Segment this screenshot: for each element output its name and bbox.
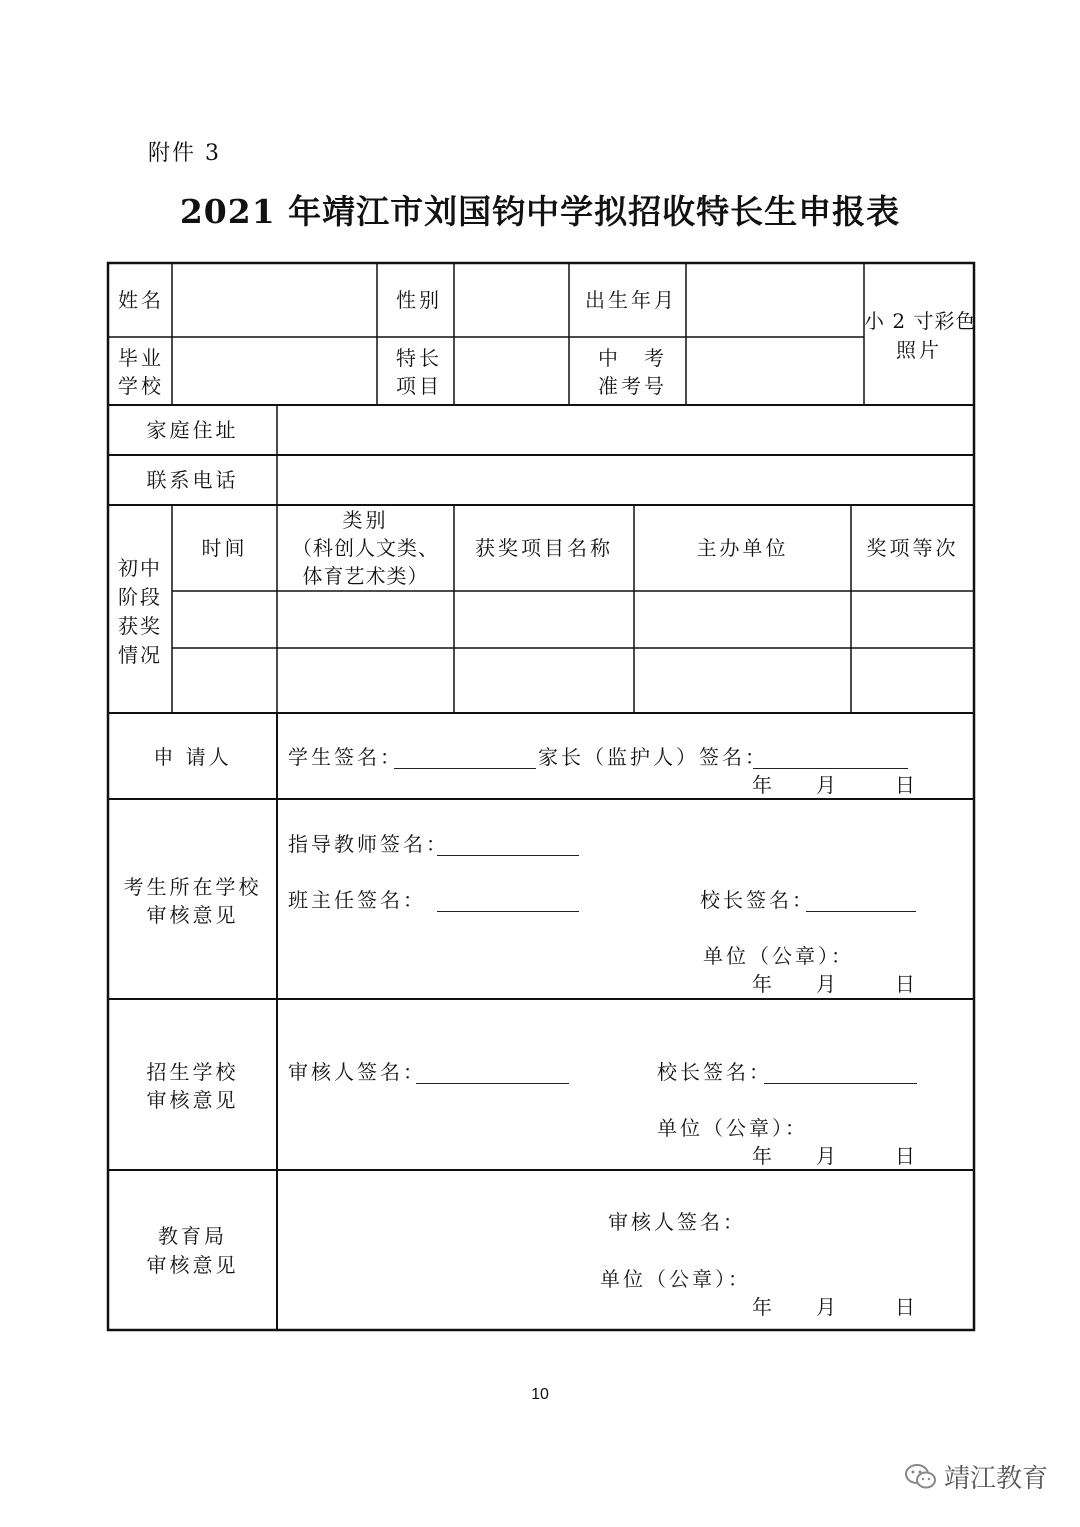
enroll-review-year: 年 [752, 1144, 775, 1168]
awards-header-project: 获奖项目名称 [475, 536, 613, 560]
school-field[interactable] [174, 339, 375, 403]
name-label: 姓名 [118, 288, 164, 312]
enroll-reviewer-sign-label: 审核人签名： [288, 1060, 426, 1084]
bureau-reviewer-sign-label: 审核人签名： [608, 1210, 746, 1234]
school-seal-label: 单位（公章）： [703, 944, 854, 968]
awards-header-category: 类别 [342, 508, 389, 532]
bureau-review-day: 日 [895, 1295, 918, 1319]
school-review-year: 年 [752, 972, 775, 996]
specialty-label: 特长 [396, 346, 442, 370]
awards-header-time: 时间 [201, 536, 248, 560]
specialty-label-2: 项目 [396, 374, 442, 398]
awards-header-organizer: 主办单位 [696, 536, 789, 560]
enroll-principal-sign-line[interactable] [764, 1061, 917, 1084]
photo-box[interactable] [864, 265, 977, 403]
photo-label: 小 2 寸彩色 [864, 309, 977, 333]
phone-field[interactable] [279, 457, 972, 503]
applicant-month: 月 [816, 773, 839, 797]
bureau-review-label-2: 审核意见 [146, 1253, 239, 1277]
principal-sign-line[interactable] [806, 889, 916, 912]
name-field[interactable] [174, 265, 375, 335]
school-review-label-2: 审核意见 [146, 903, 239, 927]
awards-header-level: 奖项等次 [866, 536, 959, 560]
teacher-sign-line[interactable] [437, 833, 579, 856]
page-number: 10 [531, 1386, 549, 1403]
awards-header-category-3: 体育艺术类） [302, 564, 429, 588]
teacher-sign-label: 指导教师签名： [288, 832, 449, 856]
enroll-review-month: 月 [816, 1144, 839, 1168]
birth-field[interactable] [688, 265, 862, 335]
form-title: 2021 年靖江市刘国钧中学拟招收特长生申报表 [179, 192, 901, 231]
school-review-day: 日 [895, 972, 918, 996]
applicant-label: 申 请人 [153, 745, 232, 769]
exam-label: 中 考 [598, 346, 667, 370]
gender-label: 性别 [396, 288, 442, 312]
bureau-seal-label: 单位（公章）： [600, 1267, 751, 1291]
exam-label-2: 准考号 [598, 374, 667, 398]
enroll-principal-sign-label: 校长签名： [657, 1060, 772, 1084]
exam-number-field[interactable] [688, 339, 862, 403]
school-label: 毕业 [118, 346, 164, 370]
attachment-label: 附件 3 [148, 141, 221, 166]
enroll-seal-label: 单位（公章）： [657, 1116, 808, 1140]
phone-label: 联系电话 [146, 468, 239, 492]
school-label-2: 学校 [118, 374, 164, 398]
head-teacher-sign-line[interactable] [437, 889, 579, 912]
applicant-year: 年 [752, 773, 775, 797]
birth-label: 出生年月 [585, 288, 677, 312]
parent-sign-line[interactable] [753, 746, 908, 769]
school-review-label: 考生所在学校 [123, 875, 262, 899]
head-teacher-sign-label: 班主任签名： [288, 888, 426, 912]
principal-sign-label: 校长签名： [700, 888, 815, 912]
awards-row[interactable] [174, 650, 974, 711]
address-field[interactable] [279, 407, 972, 453]
photo-label-2: 照片 [896, 338, 942, 362]
bureau-review-year: 年 [752, 1295, 775, 1319]
specialty-field[interactable] [456, 339, 567, 403]
awards-header-category-2: （科创人文类、 [292, 536, 439, 560]
watermark [904, 1458, 1048, 1495]
gender-field[interactable] [456, 265, 567, 335]
bureau-review-month: 月 [816, 1295, 839, 1319]
address-label: 家庭住址 [146, 418, 239, 442]
parent-sign-label: 家长（监护人）签名： [538, 745, 768, 769]
enroll-review-label: 招生学校 [146, 1060, 239, 1084]
school-review-month: 月 [816, 972, 839, 996]
bureau-review-label: 教育局 [158, 1224, 227, 1248]
watermark-text: 靖江教育 [944, 1464, 1049, 1494]
student-sign-line[interactable] [394, 746, 536, 769]
wechat-icon [904, 1462, 938, 1492]
applicant-day: 日 [895, 773, 918, 797]
enroll-review-day: 日 [895, 1144, 918, 1168]
enroll-reviewer-sign-line[interactable] [416, 1061, 569, 1084]
awards-row[interactable] [174, 593, 974, 646]
awards-side-label: 初中阶段获奖情况 [118, 556, 162, 667]
student-sign-label: 学生签名： [288, 745, 403, 769]
enroll-review-label-2: 审核意见 [146, 1088, 239, 1112]
